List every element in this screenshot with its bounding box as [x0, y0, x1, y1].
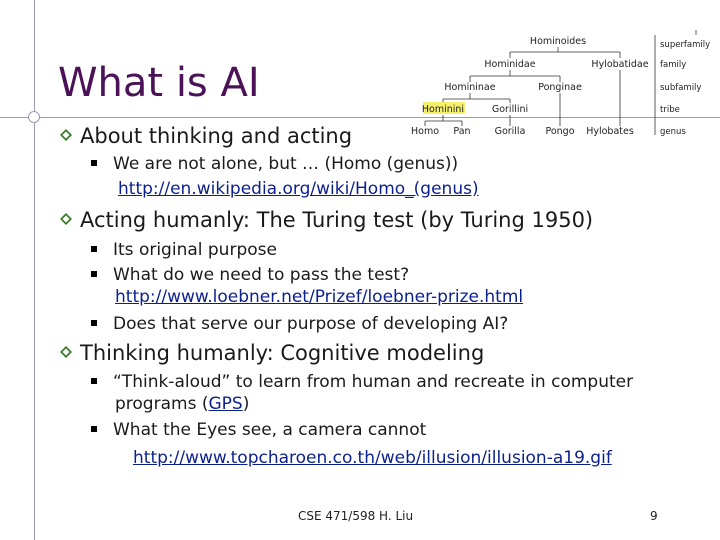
bullet-item: [60, 124, 352, 148]
square-bullet-icon: [91, 271, 97, 277]
tree-node: Ponginae: [538, 82, 582, 93]
tree-node: Hominoides: [529, 36, 587, 47]
diamond-bullet-icon: [60, 129, 72, 141]
loebner-prize-link[interactable]: http://www.loebner.net/Prizef/loebner-prize.html: [115, 287, 524, 307]
sub-bullet-text: Does that serve our purpose of developing AI?: [113, 314, 509, 334]
footer-course: CSE 471/598 H. Liu: [298, 509, 414, 523]
tree-node: Hylobates: [586, 126, 634, 137]
gps-link[interactable]: GPS: [208, 394, 243, 414]
square-bullet-icon: [91, 320, 97, 326]
bullet-text: About thinking and acting: [80, 124, 353, 148]
tree-node: Hominidae: [484, 59, 536, 70]
square-bullet-icon: [91, 378, 97, 384]
sub-bullet-continuation: [115, 394, 249, 414]
tree-node: Gorilla: [494, 126, 526, 137]
tree-node: Homininae: [444, 82, 496, 93]
illusion-link[interactable]: http://www.topcharoen.co.th/web/illusion/illusion-a19.gif: [133, 448, 612, 468]
tree-rank: superfamily: [660, 40, 711, 50]
sub-bullet-item: [91, 313, 508, 335]
tree-node: Hominini: [421, 104, 465, 115]
tree-node: Pan: [453, 126, 471, 137]
tree-rank: family: [660, 60, 687, 70]
sub-bullet-item: [91, 264, 409, 286]
sub-bullet-text: What the Eyes see, a camera cannot: [113, 420, 427, 440]
sub-bullet-link-line: [118, 179, 479, 199]
sub-bullet-item: [91, 419, 426, 441]
tree-node: Pongo: [545, 126, 575, 137]
sub-bullet-text: Its original purpose: [113, 240, 277, 260]
sub-bullet-link-line: [133, 448, 612, 468]
sub-bullet-text: We are not alone, but … (Homo (genus)): [113, 154, 459, 174]
tree-node: Gorillini: [491, 104, 529, 115]
slide-title: What is AI: [58, 60, 260, 106]
bullet-item: [60, 208, 593, 232]
sub-bullet-text: programs (: [115, 394, 209, 414]
page-number: 9: [650, 509, 658, 523]
sub-bullet-link-line: [115, 287, 523, 307]
diamond-bullet-icon: [60, 346, 72, 358]
tree-rank: genus: [660, 127, 686, 137]
bullet-item: [60, 341, 484, 365]
sub-bullet-item: [91, 239, 277, 261]
crosshair-circle: [28, 111, 40, 123]
diamond-bullet-icon: [60, 213, 72, 225]
bullet-text: Acting humanly: The Turing test (by Turing 1950): [80, 208, 594, 232]
sub-bullet-text: “Think-aloud” to learn from human and recreate in computer: [113, 372, 634, 392]
tree-node: Hylobatidae: [591, 59, 649, 70]
tree-rank: tribe: [660, 105, 680, 115]
sub-bullet-text: ): [242, 394, 250, 414]
homo-genus-link[interactable]: http://en.wikipedia.org/wiki/Homo_(genus): [118, 179, 479, 199]
square-bullet-icon: [91, 160, 97, 166]
vertical-rule: [34, 0, 35, 540]
square-bullet-icon: [91, 246, 97, 252]
hominoid-taxonomy-tree: [410, 30, 720, 140]
sub-bullet-item: [91, 153, 458, 175]
sub-bullet-text: What do we need to pass the test?: [113, 265, 410, 285]
bullet-text: Thinking humanly: Cognitive modeling: [80, 341, 485, 365]
sub-bullet-item: [91, 371, 633, 393]
square-bullet-icon: [91, 426, 97, 432]
tree-node: Homo: [410, 126, 440, 137]
tree-rank: subfamily: [660, 83, 702, 93]
